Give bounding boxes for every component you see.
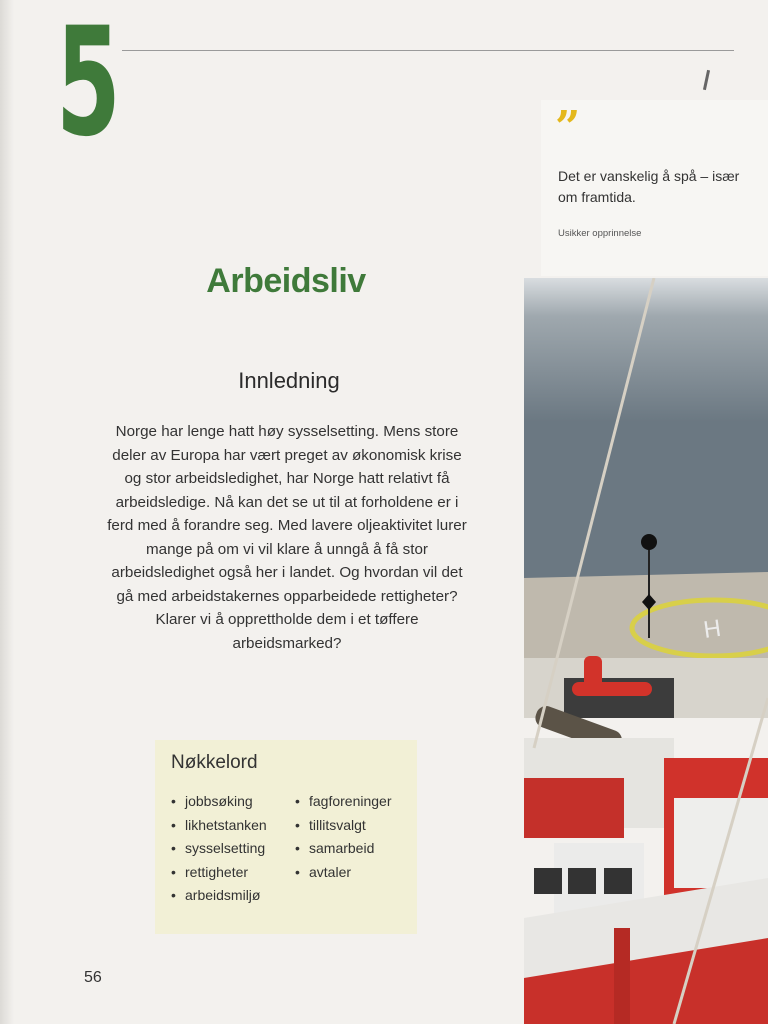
keyword-item: • fagforeninger <box>295 790 392 814</box>
tick-mark <box>703 70 710 90</box>
page-edge <box>0 0 14 1024</box>
section-heading: Innledning <box>238 368 340 393</box>
chapter-title: Arbeidsliv <box>206 262 366 300</box>
keyword-item: • sysselsetting <box>171 837 267 861</box>
keywords-title: Nøkkelord <box>171 752 258 773</box>
offshore-ship-photo <box>524 278 768 1024</box>
quote-source: Usikker opprinnelse <box>558 228 642 239</box>
keywords-list-right <box>295 790 392 884</box>
quote-mark-icon: ” <box>555 102 581 153</box>
chapter-number: 5 <box>56 0 121 170</box>
keyword-item: • avtaler <box>295 861 392 885</box>
page-number: 56 <box>84 969 102 986</box>
svg-text:H: H <box>701 614 723 644</box>
keyword-item: • arbeidsmiljø <box>171 884 267 908</box>
quote-text: Det er vanskelig å spå – især om framtida. <box>558 168 740 205</box>
keyword-item: • likhetstanken <box>171 814 267 838</box>
quote-box <box>541 100 768 276</box>
intro-paragraph: Norge har lenge hatt høy sysselsetting. Mens store deler av Europa har vært preget av økonomisk krise og stor arbeidsledighet, har Norge hatt relativt få arbeidsledige. Nå kan det se ut til at forholdene er i ferd med å forandre seg. Med lavere oljeaktivitet lurer mange på om vi vil klare å unngå å få stor arbeidsledighet også her i landet. Og hvordan vil det gå med arbeidstakernes opparbeidede rettigheter? Klarer vi å opprettholde dem i et tøffere arbeidsmarked? <box>107 423 467 652</box>
keyword-item: • rettigheter <box>171 861 267 885</box>
sea-area <box>524 278 768 598</box>
keyword-item: • jobbsøking <box>171 790 267 814</box>
header-rule <box>122 50 734 51</box>
keyword-item: • samarbeid <box>295 837 392 861</box>
keyword-item: • tillitsvalgt <box>295 814 392 838</box>
keywords-box <box>155 740 417 934</box>
keywords-list-left <box>171 790 267 908</box>
